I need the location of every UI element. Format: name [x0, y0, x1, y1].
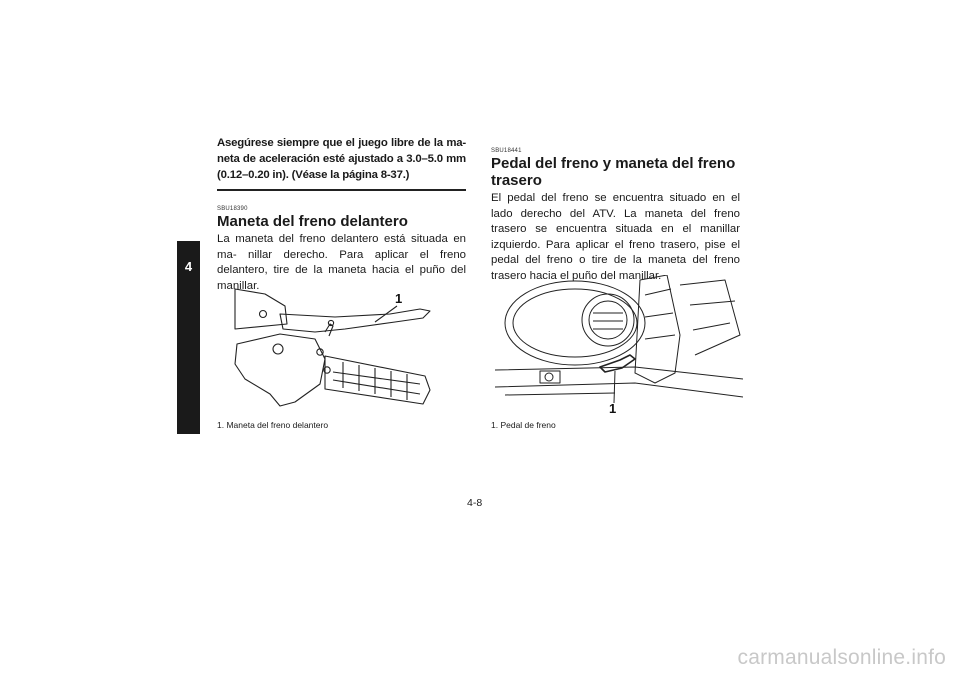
figure-callout: 1 [609, 401, 617, 415]
figure-caption: 1. Maneta del freno delantero [217, 420, 329, 430]
brake-pedal-illustration [495, 275, 743, 415]
front-brake-lever-illustration [225, 284, 439, 415]
right-column [491, 148, 740, 284]
watermark: carmanualsonline.info [737, 646, 946, 669]
warning-text: Asegúrese siempre que el juego libre de la ma- neta de aceleración esté ajustado a 3.0–5.0 mm (0.12–0.20 in). (Véase la página 8-37.) [217, 137, 466, 181]
left-column [217, 135, 466, 294]
figure-callout: 1 [395, 291, 403, 306]
body-text: El pedal del freno se encuentra situado en el lado derecho del ATV. La maneta del freno trasero se encuentra situada en el manillar izquierdo. Para aplicar el freno trasero, pise el pedal del freno o tire de la maneta del freno trasero hacia el puño del manillar. [491, 192, 740, 282]
section-code: SBU18441 [491, 148, 522, 154]
page-number: 4-8 [467, 497, 483, 509]
chapter-tab [177, 241, 200, 434]
warning-divider [217, 189, 466, 191]
body-text: La maneta del freno delantero está situada en ma- nillar derecho. Para aplicar el freno delantero, tire de la maneta hacia el puño del manillar. [217, 233, 466, 292]
figure-caption: 1. Pedal de freno [491, 420, 556, 430]
section-title-line-2: trasero [491, 172, 542, 189]
section-title-line-1: Pedal del freno y maneta del freno [491, 155, 736, 172]
section-title: Maneta del freno delantero [217, 213, 408, 230]
section-title [491, 155, 740, 189]
section-code: SBU18390 [217, 206, 248, 212]
chapter-number: 4 [184, 259, 193, 274]
